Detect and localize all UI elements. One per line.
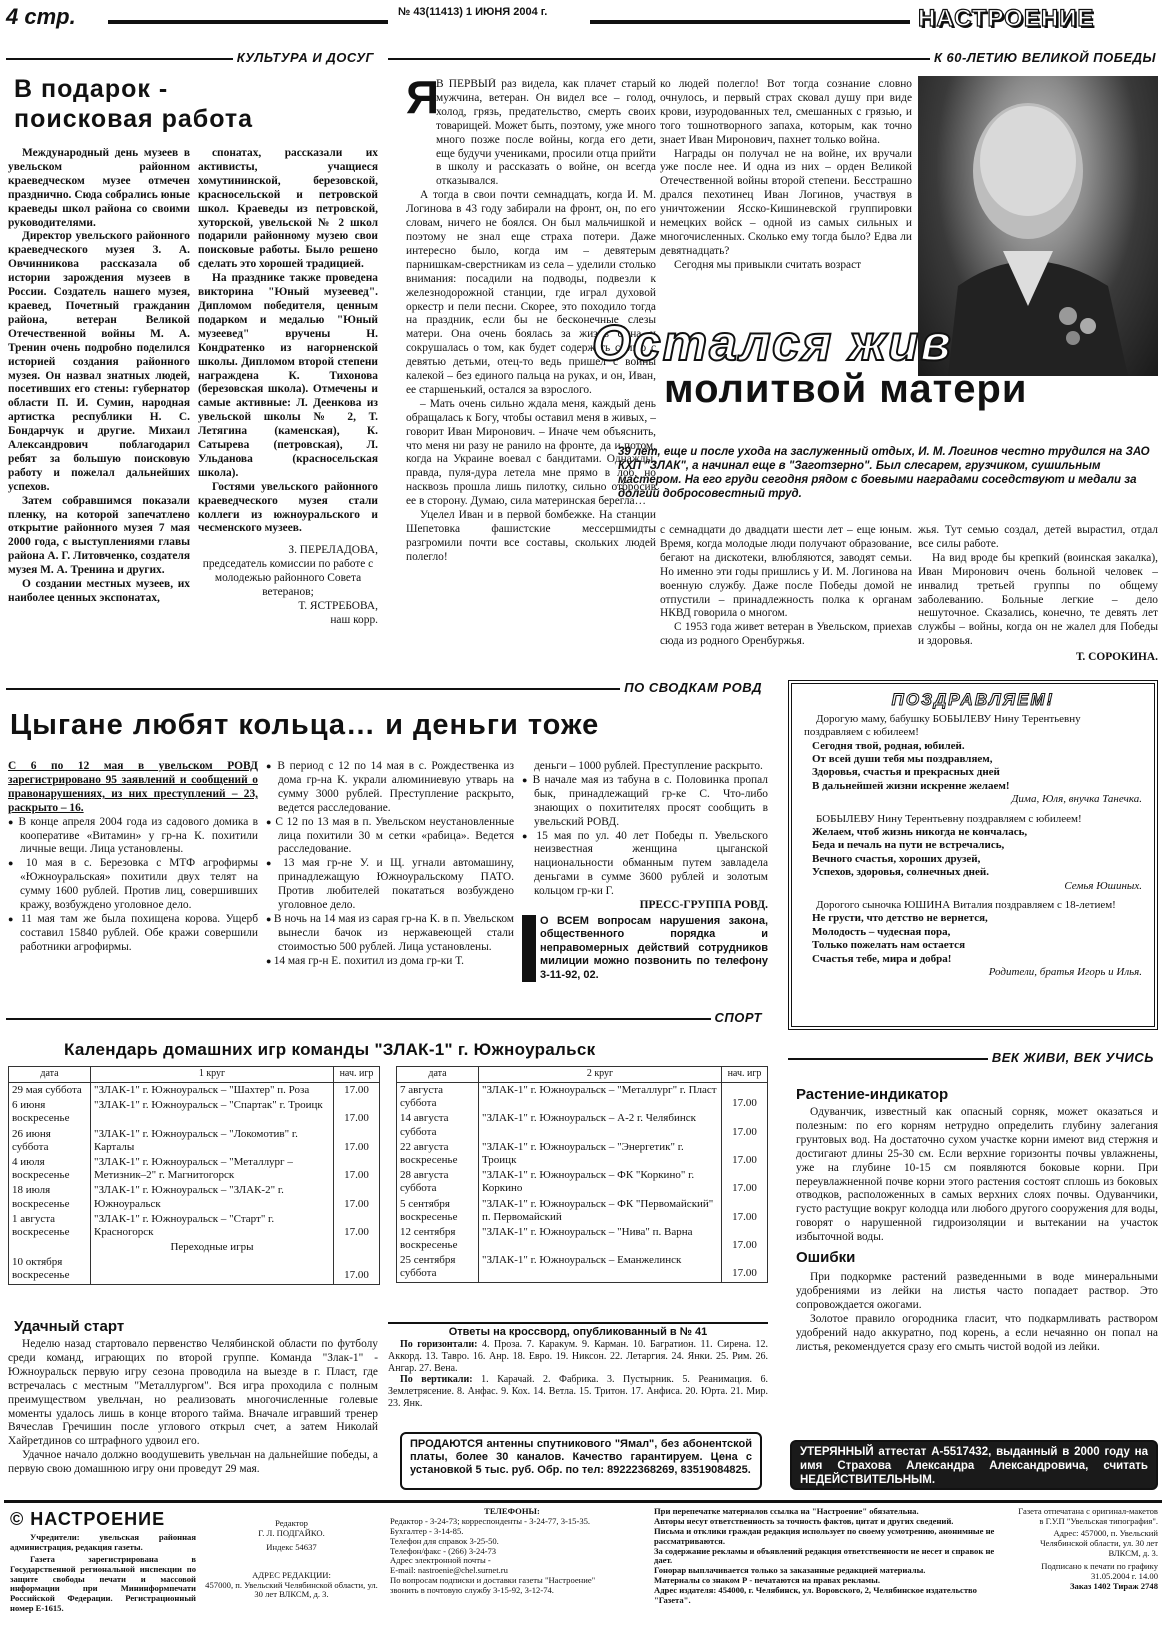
author-title: наш корр. xyxy=(330,613,378,626)
founders-text: Учредители: увельская районная администрация, редакция газеты. xyxy=(10,1532,196,1552)
table-row xyxy=(9,1212,380,1240)
police-rubric-bar xyxy=(6,680,766,708)
match-time: 17.00 xyxy=(334,1183,380,1211)
congrats-intro: Дорогого сыночка ЮШИНА Виталия поздравляем с 18-летием! xyxy=(816,899,1116,912)
victory-lead: 39 лет, еще и после ухода на заслуженный отдых, И. М. Логинов честно трудился на ЗАО КХП "ЗЛАК", а начинал еще в "Заготзерно". Был слесарем, грузчиком, сушильным мастером. На его груди сегодня рядом с боевыми наградами соседствуют и медали за долгий добросовестный труд. xyxy=(618,446,1150,501)
culture-paragraph: Директор увельского районного краеведческого музея З. А. Овчинникова рассказала об истории зарождения музеев в России. Создатель нашего музея, краевед, Почетный гражданин района, ветеран Великой Отечественной войны М. А. Тренин очень подробно поделился историей создания районного музея. Он назвал знатных людей, посетивших его стены: губернатор области П. И. Сумин, народная артистка республики Н. С. Бондарчук и другие. Михаил Александрович поблагодарил ребят за большую поисковую работу и пожелал дальнейших успехов. xyxy=(8,230,190,493)
police-item: деньги – 1000 рублей. Преступление раскрыто. xyxy=(534,760,763,772)
culture-title-line2: поисковая работа xyxy=(14,104,253,133)
victory-paragraph: Награды он получал не на войне, их вручали уже после нее. И одна из них – орден Великой Отечественной войны второй степени. Бесстрашно дрался пехотинец Иван Логинов, участвуя в уничтожении Ясско-Кишиневской группировки немецких войск – одной из самых сильных и многочисленных. Сколько ему тогда было? Едва ли девятнадцать? xyxy=(660,147,912,257)
email-line: E-mail: nastroenie@chel.surnet.ru xyxy=(390,1565,508,1576)
victory-col-3 xyxy=(660,524,912,670)
match-date: 26 июня суббота xyxy=(9,1127,91,1155)
victory-paragraph: ко людей полегло! Вот тогда сознание словно очнулось, и первый страх сковал душу при виде крови, изуродованных тел, смешанных с грязью, и того тошнотворного запаха, которым, как точно знает Иван Миронович, пахнет только война. xyxy=(660,78,912,146)
police-item: ● 13 мая гр-не У. и Щ. угнали автомашину, принадлежащую Южноуральскому ПАТО. Против любителей покататься возбуждено уголовное дело. xyxy=(266,857,514,913)
match-time: 17.00 xyxy=(334,1127,380,1155)
culture-paragraph: спонатах, рассказали их активисты, учащиеся хомутининской, березовской, красносельской и петровской школ. Краеведы из петровской, хуторской, увельской № 2 школ подарили районному музею свои поисковые работы. Было решено сделать это хорошей традицией. xyxy=(198,147,378,271)
match-time: 17.00 xyxy=(334,1212,380,1240)
crossword-title: Ответы на кроссворд, опубликованный в № 41 xyxy=(448,1326,708,1338)
page-header xyxy=(0,4,1166,34)
congrats-intro: Дорогую маму, бабушку БОБЫЛЕВУ Нину Терентьевну поздравляем с юбилеем! xyxy=(804,712,1081,739)
match-date: 7 августа суббота xyxy=(397,1083,479,1112)
match-time: 17.00 xyxy=(334,1255,380,1284)
match-time: 17.00 xyxy=(334,1155,380,1183)
phone-line: Редактор - 3-24-73; корреспонденты - 3-24-77, 3-15-35. xyxy=(390,1515,591,1526)
table-row xyxy=(9,1083,380,1099)
sport-rubric: СПОРТ xyxy=(711,1010,766,1026)
antenna-ad: ПРОДАЮТСЯ антенны спутникового "Ямал", без абонентской платы, более 30 каналов. Качество гарантируем. Цена с установкой 5 тыс. руб. Обр. по тел: 89222368269, 83519084825. xyxy=(400,1432,762,1490)
match-teams: "ЗЛАК-1" г. Южноуральск – "Шахтер" п. Роза xyxy=(91,1083,334,1099)
phone-line: Бухгалтер - 3-14-85. xyxy=(390,1525,464,1536)
police-col-3 xyxy=(522,760,768,990)
police-signature: ПРЕСС-ГРУППА РОВД. xyxy=(639,899,768,912)
learn-rubric: ВЕК ЖИВИ, ВЕК УЧИСЬ xyxy=(988,1050,1158,1066)
match-date: 10 октября воскресенье xyxy=(9,1255,91,1284)
victory-signature: Т. СОРОКИНА. xyxy=(1075,651,1158,664)
table-row xyxy=(397,1225,768,1253)
phones-label: ТЕЛЕФОНЫ: xyxy=(484,1506,540,1516)
congrats-title: ПОЗДРАВЛЯЕМ! xyxy=(891,690,1055,709)
match-date: 5 сентября воскресенье xyxy=(397,1197,479,1225)
table-row xyxy=(397,1083,768,1112)
victory-paragraph: В ПЕРВЫЙ раз видела, как плачет старый мужчина, ветеран. Он видел все – голод, холод, грязь, предательство, смерть своих товарищей. Может быть, поэтому, уже много много позже после войны, когда его дети, еще будучи учениками, просили отца прийти в школу и рассказать о войне, он всегда отказывался. xyxy=(436,78,656,188)
rule-line: При перепечатке материалов ссылка на "Настроение" обязательна. xyxy=(654,1506,919,1516)
match-date: 1 августа воскресенье xyxy=(9,1212,91,1240)
culture-rubric: КУЛЬТУРА И ДОСУГ xyxy=(233,50,378,66)
police-item: ● 14 мая гр-н Е. похитил из дома гр-ки Т. xyxy=(266,955,514,969)
culture-signature xyxy=(198,544,378,627)
match-time: 17.00 xyxy=(722,1111,768,1139)
brand-logo: НАСТРОЕНИЕ xyxy=(918,5,1095,32)
poem-line: Не грусти, что детство не вернется, xyxy=(812,912,988,925)
table-row xyxy=(9,1255,380,1284)
match-time: 17.00 xyxy=(722,1197,768,1225)
table-row xyxy=(9,1155,380,1183)
table-row xyxy=(397,1168,768,1196)
match-time: 17.00 xyxy=(722,1225,768,1253)
footer xyxy=(4,1500,1162,1628)
table-row xyxy=(397,1140,768,1168)
victory-rubric: К 60-ЛЕТИЮ ВЕЛИКОЙ ПОБЕДЫ xyxy=(930,50,1160,66)
table-row xyxy=(9,1183,380,1211)
crossword-text: 4. Проза. 7. Каракум. 9. Карман. 10. Багратион. 11. Сирена. 12. Аккорд. 13. Тавро. 16. Анр. 18. Евро. 19. Никсон. 22. Летаргия. 24. Янки. 25. Рим. 26. Ангар. 27. Вена. xyxy=(388,1338,768,1374)
match-date: 18 июля воскресенье xyxy=(9,1183,91,1211)
calendar-table-1 xyxy=(8,1066,380,1285)
start-title: Удачный старт xyxy=(14,1318,125,1335)
culture-paragraph: О создании местных музеев, их наиболее ценных экспонатах, xyxy=(8,578,190,604)
order-circulation: Заказ 1402 Тираж 2748 xyxy=(1069,1581,1158,1592)
match-date xyxy=(9,1240,91,1255)
victory-paragraph: На вид вроде бы крепкий (воинская закалка), Иван Миронович очень больной человек – инвалид третьей группы по общему заболеванию. Больные легкие – дело нешуточное. Сказались, конечно, те девять лет службы – войны, когда он не жалел для Победы и здоровья. xyxy=(918,551,1158,648)
congrats-box xyxy=(788,680,1158,1030)
poem-line: Успехов, здоровья, солнечных дней. xyxy=(812,866,989,879)
phone-line: По вопросам подписки и доставки газеты "Настроение" xyxy=(390,1575,596,1586)
issue-info: № 43(11413) 1 ИЮНЯ 2004 г. xyxy=(398,6,548,18)
match-teams: "ЗЛАК-1" г. Южноуральск – ФК "Первомайский" п. Первомайский xyxy=(479,1197,722,1225)
victory-dropcap: Я xyxy=(406,71,440,123)
footer-phones xyxy=(390,1507,634,1596)
victory-paragraph: с семнадцати до двадцати шести лет – еще юным. Время, когда молодые люди получают образование, бегают на дискотеки, влюбляются, заводят семьи. Но именно эти годы пришлись у И. М. Логинова на военную службу. Даже после Победы домой не отпустили – принадлежность полка к органам НКВД говорила о многом. xyxy=(660,524,912,620)
culture-title xyxy=(14,76,374,133)
match-date: 25 сентября суббота xyxy=(397,1253,479,1282)
calendar-table-2 xyxy=(396,1066,768,1283)
match-date: 14 августа суббота xyxy=(397,1111,479,1139)
congrats-signature: Дима, Юля, внучка Танечка. xyxy=(1011,793,1142,806)
editor-label: Редактор xyxy=(275,1518,308,1528)
congrats-intro: БОБЫЛЕВУ Нину Терентьевну поздравляем с юбилеем! xyxy=(816,812,1082,825)
address-text: 457000, п. Увельский Челябинской области, ул. 30 лет ВЛКСМ, д. 3. xyxy=(205,1579,378,1600)
match-teams: "ЗЛАК-1" г. Южноуральск – ФК "Коркино" г. Коркино xyxy=(479,1168,722,1196)
victory-col-2 xyxy=(660,78,912,300)
victory-paragraph: жья. Тут семью создал, детей вырастил, отдал все силы работе. xyxy=(918,524,1158,550)
police-item: ● 15 мая по ул. 40 лет Победы п. Увельского неизвестная женщина цыганской национальности обманным путем завладела деньгами в сумме 3600 рублей и золотым кольцом гр-ки Г. xyxy=(522,830,768,900)
match-teams: "ЗЛАК-1" г. Южноуральск – "Энергетик" г. Троицк xyxy=(479,1140,722,1168)
police-title: Цыгане любят кольца… и деньги тоже xyxy=(10,709,600,741)
match-teams: "ЗЛАК-1" г. Южноуральск – "Спартак" г. Троицк xyxy=(91,1098,334,1126)
crossword-label: По горизонтали: xyxy=(400,1338,478,1350)
print-info: Газета отпечатана с оригинал-макетов в Г.У.П "Увельская типография". xyxy=(1018,1506,1158,1526)
match-date: 4 июля воскресенье xyxy=(9,1155,91,1183)
police-item: ● В начале мая из табуна в с. Половинка пропал бык, принадлежащий гр-ке С. Что-либо знающих о похитителях просят сообщить в увельский РОВД. xyxy=(522,774,768,830)
table-header: нач. игр xyxy=(722,1067,768,1083)
culture-paragraph: Международный день музеев в увельском районном краеведческом музее отмечен празднично. Сюда собрались юные краеведы школ района со своими руководителями. xyxy=(8,147,190,229)
match-teams: Переходные игры xyxy=(91,1240,334,1255)
table-header: 2 круг xyxy=(479,1067,722,1083)
learn-title-1: Растение-индикатор xyxy=(796,1086,949,1103)
table-header: нач. игр xyxy=(334,1067,380,1083)
match-date: 28 августа суббота xyxy=(397,1168,479,1196)
header-rule-left xyxy=(108,20,388,24)
author-name: Т. ЯСТРЕБОВА, xyxy=(298,600,378,612)
congrats-poem xyxy=(804,826,1142,880)
poem-line: В дальнейшей жизни искренне желаем! xyxy=(812,779,1010,792)
learn-col xyxy=(796,1106,1158,1436)
phone-line: Адрес электронной почты - xyxy=(390,1555,491,1566)
poem-line: Только пожелать нам остается xyxy=(812,939,966,952)
learn-paragraph: При подкормке растений разведенными в воде минеральными удобрениями из лейки на листья часто попадает раствор. Это сопровождается ожогами. xyxy=(796,1271,1158,1312)
footer-rules xyxy=(654,1507,1004,1606)
phone-line: Телефон/факс - (266) 3-24-73 xyxy=(390,1545,497,1556)
subscription-index: Индекс 54637 xyxy=(266,1541,317,1552)
rule-line: Адрес издателя: 454000, г. Челябинск, ул. Воровского, 2, Челябинское издательство "Газета". xyxy=(654,1585,977,1605)
poem-line: Здоровья, счастья и прекрасных дней xyxy=(812,766,1000,779)
police-col-2 xyxy=(266,760,514,980)
culture-title-line1: В подарок - xyxy=(14,75,169,103)
poem-line: Беда и печаль на пути не встречались, xyxy=(812,839,1005,852)
poem-line: Вечного счастья, хороших друзей, xyxy=(812,852,981,865)
author-title: председатель комиссии по работе с молодежью районного Совета ветеранов; xyxy=(202,558,374,599)
victory-rubric-bar xyxy=(388,50,1160,78)
address-label: АДРЕС РЕДАКЦИИ: xyxy=(252,1569,331,1580)
table-header: 1 круг xyxy=(91,1067,334,1083)
signed-to-press: Подписано к печати по графику 31.05.2004 г. 14.00 xyxy=(1041,1561,1158,1582)
match-time: 17.00 xyxy=(334,1083,380,1099)
match-time: 17.00 xyxy=(722,1168,768,1196)
match-time: 17.00 xyxy=(722,1140,768,1168)
table-row xyxy=(397,1197,768,1225)
learn-paragraph: Золотое правило огородника гласит, что подкармливать раствором удобрений надо аккуратно, под корень, а если нечаянно он попал на листья, рекомендуется сразу его смыть чистой водой из лейки. xyxy=(796,1313,1158,1353)
police-intro: С 6 по 12 мая в увельском РОВД зарегистрировано 95 заявлений и сообщений о правонарушениях, из них преступлений – 23, раскрыто – 16. xyxy=(8,760,258,814)
table-row xyxy=(9,1240,380,1255)
culture-col-2 xyxy=(198,147,378,667)
match-teams: "ЗЛАК-1" г. Южноуральск – "Нива" п. Варна xyxy=(479,1225,722,1253)
start-article xyxy=(8,1338,378,1488)
victory-title xyxy=(592,315,1152,411)
match-date: 22 августа воскресенье xyxy=(397,1140,479,1168)
match-date: 12 сентября воскресенье xyxy=(397,1225,479,1253)
rule-line: Авторы несут ответственность за точность фактов, цитат и других сведений. xyxy=(654,1515,954,1526)
poem-line: Сегодня твой, родная, юбилей. xyxy=(812,739,965,752)
match-teams xyxy=(91,1255,334,1284)
match-teams: "ЗЛАК-1" г. Южноуральск – "Старт" г. Красногорск xyxy=(91,1212,334,1240)
match-teams: "ЗЛАК-1" г. Южноуральск – "Локомотив" г. Карталы xyxy=(91,1127,334,1155)
sport-title: Календарь домашних игр команды "ЗЛАК-1" г. Южноуральск xyxy=(64,1040,596,1059)
congrats-signature: Семья Юшиных. xyxy=(1064,879,1142,892)
poem-line: Желаем, чтоб жизнь никогда не кончалась, xyxy=(812,825,1028,838)
poem-line: Счастья тебе, мира и добра! xyxy=(812,952,952,965)
victory-paragraph: А тогда в свои почти семнадцать, когда И. М. Логинова в 43 году забирали на фронт, он, по его словам, ничего не боялся. Он был мальчишкой и поэтому не знал еще страха потери. Даже интересно было, когда им – девятерым парнишкам-сверстникам из села – уделили столько внимания: посадили на подводы, подвезли к железнодорожной станции, где играл духовой оркестр и пели песни. Скорее, это походило тогда на праздник, если бы не бесконечные слезы матери. Она очень боялась за жизнь сына и сокрушалась о том, как будет содержать семью с девятью детьми, отец-то ведь пришел с войны калекой – без единого пальца на руках, и он, Иван, ее старшенький, остался за взрослого. xyxy=(406,189,656,396)
congrats-poem xyxy=(804,912,1142,966)
match-time: 17.00 xyxy=(722,1253,768,1282)
poem-line: Молодость – чудесная пора, xyxy=(812,925,951,938)
police-col-1 xyxy=(8,760,258,980)
crossword-text: 1. Карачай. 2. Фабрика. 3. Пустырник. 5. Реанимация. 6. Землетрясение. 8. Анфас. 9. Кох. 14. Ветла. 15. Тритон. 17. Анфиса. 20. Юрта. 21. Мир. 23. Янк. xyxy=(388,1374,769,1409)
police-rubric: ПО СВОДКАМ РОВД xyxy=(620,680,766,696)
crossword-answers xyxy=(388,1322,768,1424)
victory-paragraph: Сегодня мы привыкли считать возраст xyxy=(674,258,862,271)
police-item: ● С 12 по 13 мая в п. Увельском неустановленные лица похитили 30 м сетки «рабица». Ведется расследование. xyxy=(266,816,514,858)
victory-col-4 xyxy=(918,524,1158,670)
learn-rubric-bar xyxy=(788,1050,1158,1078)
police-phone-box: О ВСЕМ вопросам нарушения закона, общественного порядка и неправомерных действий сотрудников милиции можно позвонить по телефону 3-11-92, 02. xyxy=(522,915,768,982)
crossword-label: По вертикали: xyxy=(400,1374,473,1386)
police-item: ● В период с 12 по 14 мая в с. Рождественка из дома гр-на К. украли алюминиевую утварь на сумму 3000 рублей. Преступление раскрыто, ведется расследование. xyxy=(266,760,514,816)
table-row xyxy=(9,1098,380,1126)
match-date: 29 мая суббота xyxy=(9,1083,91,1099)
editor-name: Г. Л. ПОДГАЙКО. xyxy=(258,1527,325,1538)
author-name: З. ПЕРЕЛАДОВА, xyxy=(288,544,378,557)
print-address: Адрес: 457000, п. Увельский Челябинской области, ул. 30 лет ВЛКСМ, д. 3. xyxy=(1040,1527,1158,1558)
police-item: ● 11 мая там же была похищена корова. Ущерб составил 15840 рублей. Обе кражи совершили работники агрофирмы. xyxy=(8,913,258,955)
match-time xyxy=(334,1240,380,1255)
table-header: дата xyxy=(9,1067,91,1083)
table-header: дата xyxy=(397,1067,479,1083)
culture-paragraph: Гостями увельского районного краеведческого музея стали коллеги из южноуральского и чесменского музеев. xyxy=(198,480,378,535)
learn-title-2: Ошибки xyxy=(796,1249,856,1267)
victory-title-line1: Остался жив xyxy=(592,315,953,371)
start-paragraph: Неделю назад стартовало первенство Челябинской области по футболу среди команд, играющих по второй группе. Команда "Злак-1" - Южноуральск первую игру сезона проводила на выезде в г. Пласт, где встречалась с местным "Металлургом". Вся игра проходила с полным преимуществом увельчан, но реализовать многочисленные голевые моменты удалось лишь в конце второго тайма. Вначале игравший тренер Вячеслав Гречишин после углового открыл счет, а затем Николай Хайретдинов со штрафного удвоил его. xyxy=(8,1338,378,1448)
culture-paragraph: На празднике также проведена викторина "Юный музеевед". Дипломом победителя, ценным подарком и медалью "Юный музеевед" вручены Н. Кондратенко из нагорненской школы. Дипломом второй степени награждена К. Тихонова (березовская школа). Отмечены и самые активные: Л. Деенкова из увельской школы № 2, Т. Летягина (каменская), К. Сатырева (петровская), Л. Ульданова (красносельская школа). xyxy=(198,272,378,479)
rule-line: Материалы со знаком Р - печатаются на правах рекламы. xyxy=(654,1575,881,1586)
header-rule-right xyxy=(590,20,910,24)
learn-paragraph: Одуванчик, известный как опасный сорняк, может оказаться и полезным: по его корням нетрудно определить глубину залегания грунтовых вод. На достаточно сухом участке корни имеют вид стержня и достигают длины 25-30 см. Если верхние горизонты почвы увлажнены, уже на глубине 10-15 см появляются боковые корни. При переувлажненной почве корни этого растения состоят сплошь из боковых отводков, расположенных в самых верхних слоях почвы. Одуванчики, густо растущие вокруг колодца или любого другого сооружения для воды, говорят о нарушенной гидроизоляции и вытекании на участок избыточной воды. xyxy=(796,1106,1158,1244)
phone-line: Телефон для справок 3-25-50. xyxy=(390,1535,499,1546)
table-row xyxy=(397,1111,768,1139)
victory-paragraph: – Мать очень сильно ждала меня, каждый день обращалась к Богу, чтобы оставил меня в живых, – говорит Иван Миронович. – Иначе чем объяснить, что меня ни разу не ранило на фронте, да и потом, когда на Украине воевал с бандитами. Однажды, правда, пуля-дура летела мне прямо в лоб, но насквозь прошла лишь пилотку, сильно отбросив ее в сторону. Думаю, сила материнская берегла… xyxy=(406,397,656,508)
victory-title-line2: молитвой матери xyxy=(664,367,1028,411)
table-row xyxy=(397,1253,768,1282)
match-teams: "ЗЛАК-1" г. Южноуральск – А-2 г. Челябинск xyxy=(479,1111,722,1139)
rule-line: Гонорар выплачивается только за заказанные редакцией материалы. xyxy=(654,1565,926,1576)
lost-certificate-notice: УТЕРЯННЫЙ аттестат А-5517432, выданный в 2000 году на имя Страхова Александра Александровича, считать НЕДЕЙСТВИТЕЛЬНЫМ. xyxy=(790,1440,1158,1490)
congrats-poem xyxy=(804,740,1142,794)
footer-founders xyxy=(10,1533,196,1614)
culture-col-1 xyxy=(8,147,190,667)
page-number: 4 стр. xyxy=(6,4,76,29)
footer-print xyxy=(1014,1507,1158,1592)
police-item: ● 10 мая в с. Березовка с МТФ агрофирмы «Южноуральская» похитили двух телят на сумму 1600 рублей. Против лиц, совершивших кражу, возбуждено уголовное дело. xyxy=(8,857,258,913)
sport-rubric-bar xyxy=(6,1010,766,1038)
match-date: 6 июня воскресенье xyxy=(9,1098,91,1126)
footer-editor xyxy=(204,1519,379,1600)
police-item: ● В ночь на 14 мая из сарая гр-на К. в п. Увельском вынесли бачок из нержавеющей стали стоимостью 500 рублей. Лица установлены. xyxy=(266,913,514,955)
phone-line: звонить в почтовую службу 3-15-92, 3-12-74. xyxy=(390,1585,554,1595)
match-teams: "ЗЛАК-1" г. Южноуральск – "ЗЛАК-2" г. Южноуральск xyxy=(91,1183,334,1211)
match-time: 17.00 xyxy=(334,1098,380,1126)
culture-paragraph: Затем собравшимся показали пленку, на которой запечатлено открытие районного музея 7 мая 2000 года, с выступлениями главы района А. Г. Литовченко, создателя музея М. А. Тренина и других. xyxy=(8,494,190,577)
footer-brand: © НАСТРОЕНИЕ xyxy=(10,1509,166,1529)
victory-paragraph: С 1953 года живет ветеран в Увельском, приехав сюда из родного Оренбуржья. xyxy=(660,621,912,648)
congrats-signature: Родители, братья Игорь и Илья. xyxy=(988,966,1142,979)
start-paragraph: Удачное начало должно воодушевить увельчан на дальнейшие победы, а первую свою домашнюю игру они проведут 29 мая. xyxy=(8,1449,378,1476)
rule-line: За содержание рекламы и объявлений редакция ответственности не несет и справок не дает. xyxy=(654,1545,995,1566)
police-item: ● В конце апреля 2004 года из садового домика в кооперативе «Витамин» у гр-на К. похитили личные вещи. Лица установлены. xyxy=(8,816,258,858)
registration-text: Газета зарегистрирована в Государственной региональной инспекции по защите свободы печати и массовой информации при Мининформпечати Российской Федерации. Регистрационный номер Е-1615. xyxy=(10,1553,196,1614)
match-teams: "ЗЛАК-1" г. Южноуральск – Еманжелинск xyxy=(479,1253,722,1282)
match-teams: "ЗЛАК-1" г. Южноуральск – "Металлург – Метизник–2" г. Магнитогорск xyxy=(91,1155,334,1183)
victory-paragraph: Уцелел Иван и в первой бомбежке. На станции Шепетовка фашистские мессершмидты разгромили почти все составы, скольких людей полегло! xyxy=(406,509,656,563)
match-teams: "ЗЛАК-1" г. Южноуральск – "Металлург" г. Пласт xyxy=(479,1083,722,1112)
match-time: 17.00 xyxy=(722,1083,768,1112)
poem-line: От всей души тебя мы поздравляем, xyxy=(812,752,993,765)
table-row xyxy=(9,1127,380,1155)
rule-line: Письма и отклики граждан редакция использует по своему усмотрению, анонимные не рассматриваются. xyxy=(654,1525,995,1546)
